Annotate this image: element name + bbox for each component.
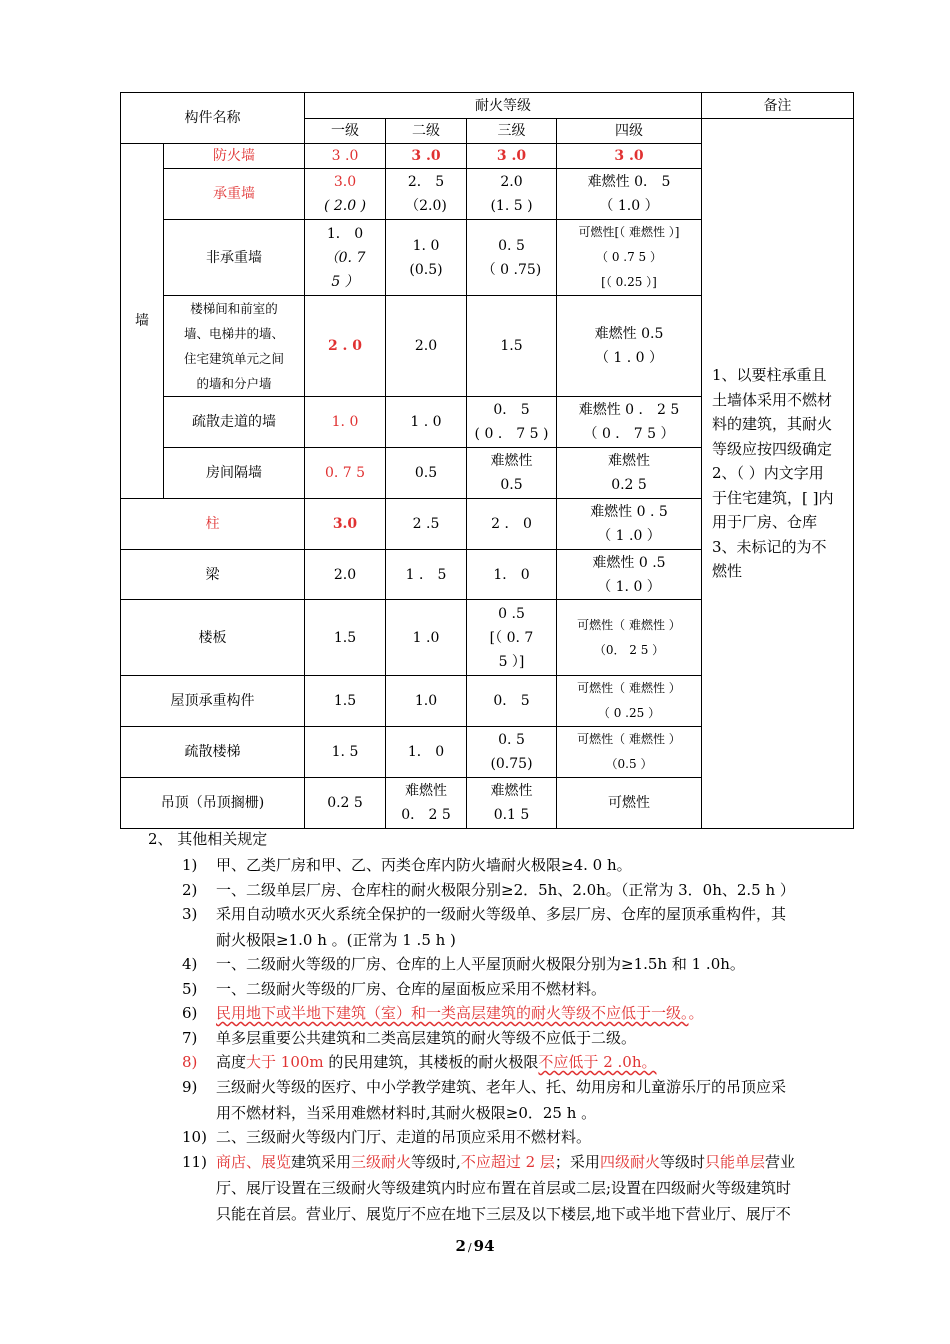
list-item: 6) 民用地下或半地下建筑（室）和一类高层建筑的耐火等级不应低于一级。。 bbox=[182, 1004, 704, 1022]
table-row: 承重墙 3.0 ( 2.0 ) 2． 5 （2.0) 2.0 (1. 5 ) 难燃性 0． 5 （ 1.0 ） bbox=[121, 169, 854, 220]
list-item: 7) 单多层重要公共建筑和二类高层建筑的耐火等级不应低于二级。 bbox=[182, 1029, 637, 1047]
wall-group-label: 墙 bbox=[121, 144, 164, 499]
row-name: 疏散走道的墙 bbox=[164, 397, 305, 448]
table-row: 楼梯间和前室的 墙、电梯井的墙、 住宅建筑单元之间 的墙和分户墙 2 . 0 2.0 1.5 难燃性 0.5 （ 1 . 0 ） bbox=[121, 296, 854, 397]
header-grade-4: 四级 bbox=[557, 119, 702, 144]
header-grade-3: 三级 bbox=[467, 119, 557, 144]
list-item: 8) 高度大于 100m 的民用建筑，其楼板的耐火极限不应低于 2 .0h。 bbox=[182, 1053, 657, 1071]
table-row: 楼板 1.5 1 .0 0 .5 [（ 0. 7 5 ）] 可燃性（ 难燃性 ） （0． 2 5 ） bbox=[121, 600, 854, 676]
table-row: 非承重墙 1． 0 （0. 7 5 ） 1. 0 (0.5) 0. 5 （ 0 .75) 可燃性[（ 难燃性 ）] （ 0 .7 5 ） [（ 0.25 ）] bbox=[121, 220, 854, 296]
list-item: 1) 甲、乙类厂房和甲、乙、丙类仓库内防火墙耐火极限≥4. 0 h。 bbox=[182, 856, 632, 874]
list-item: 5) 一、二级耐火等级的厂房、仓库的屋面板应采用不燃材料。 bbox=[182, 980, 607, 998]
list-item: 10) 二、三级耐火等级内门厅、走道的吊顶应采用不燃材料。 bbox=[182, 1128, 592, 1146]
row-name: 疏散楼梯 bbox=[121, 727, 305, 778]
header-rating: 耐火等级 bbox=[305, 93, 702, 119]
fire-resistance-table bbox=[120, 92, 854, 829]
table-row: 房间隔墙 0. 7 5 0.5 难燃性 0.5 难燃性 0.2 5 bbox=[121, 448, 854, 499]
header-note: 备注 bbox=[702, 93, 854, 119]
header-grade-1: 一级 bbox=[305, 119, 386, 144]
table-row: 吊顶（吊顶搁栅) 0.2 5 难燃性 0． 2 5 难燃性 0.1 5 可燃性 bbox=[121, 778, 854, 829]
table-row: 柱 3.0 2 .5 2 ． 0 难燃性 0 . 5 （ 1 .0 ） bbox=[121, 499, 854, 550]
header-grade-2: 二级 bbox=[386, 119, 467, 144]
row-name: 房间隔墙 bbox=[164, 448, 305, 499]
row-name: 承重墙 bbox=[164, 169, 305, 220]
notes-cell: 1、以要柱承重且 土墙体采用不燃材 料的建筑，其耐火 等级应按四级确定 2、（ ）内文字用 于住宅建筑，[ ]内 用于厂房、仓库 3、未标记的为不 燃性 bbox=[702, 119, 854, 829]
table-row: 墙 防火墙 3 .0 3 .0 3 .0 3 .0 bbox=[121, 144, 854, 169]
row-name: 柱 bbox=[121, 499, 305, 550]
row-name: 楼梯间和前室的 墙、电梯井的墙、 住宅建筑单元之间 的墙和分户墙 bbox=[164, 296, 305, 397]
row-name: 楼板 bbox=[121, 600, 305, 676]
table-row: 疏散楼梯 1. 5 1． 0 0. 5 (0.75) 可燃性（ 难燃性 ） （0.5 ） bbox=[121, 727, 854, 778]
page-number: 2 / 94 bbox=[455, 1237, 495, 1255]
table-row: 疏散走道的墙 1. 0 1 . 0 0． 5 ( 0 ． 7 5 ) 难燃性 0 ． 2 5 （ 0 ． 7 5 ） bbox=[121, 397, 854, 448]
list-item: 3) 采用自动喷水灭火系统全保护的一级耐火等级单、多层厂房、仓库的屋顶承重构件，其 耐火极限≥1.0 h 。(正常为 1 .5 h ) bbox=[182, 905, 787, 949]
table-row: 屋顶承重构件 1.5 1.0 0． 5 可燃性（ 难燃性 ） （ 0 .25 ） bbox=[121, 676, 854, 727]
row-name: 梁 bbox=[121, 550, 305, 600]
row-name: 防火墙 bbox=[164, 144, 305, 169]
header-component: 构件名称 bbox=[121, 93, 305, 144]
section-title: 2、 其他相关规定 bbox=[148, 830, 268, 848]
list-item: 4) 一、二级耐火等级的厂房、仓库的上人平屋顶耐火极限分别为≥1.5h 和 1 .0h。 bbox=[182, 955, 745, 973]
row-name: 屋顶承重构件 bbox=[121, 676, 305, 727]
list-item: 2) 一、二级单层厂房、仓库柱的耐火极限分别≥2．5h、2.0h。（正常为 3．0h、2.5 h ） bbox=[182, 881, 795, 899]
row-name: 吊顶（吊顶搁栅) bbox=[121, 778, 305, 829]
list-item: 11) 商店、展览建筑采用三级耐火等级时,不应超过 2 层；采用四级耐火等级时只能单层营业 厅、展厅设置在三级耐火等级建筑内时应布置在首层或二层;设置在四级耐火等级建筑时 只能在首层。营业厅、展览厅不应在地下三层及以下楼层,地下或半地下营业厅、展厅不 bbox=[182, 1153, 795, 1223]
row-name: 非承重墙 bbox=[164, 220, 305, 296]
list-item: 9) 三级耐火等级的医疗、中小学教学建筑、老年人、托、幼用房和儿童游乐厅的吊顶应采 用不燃材料，当采用难燃材料时,其耐火极限≥0．25 h 。 bbox=[182, 1078, 787, 1122]
table-row: 梁 2.0 1 ． 5 1． 0 难燃性 0 .5 （ 1. 0 ） bbox=[121, 550, 854, 600]
